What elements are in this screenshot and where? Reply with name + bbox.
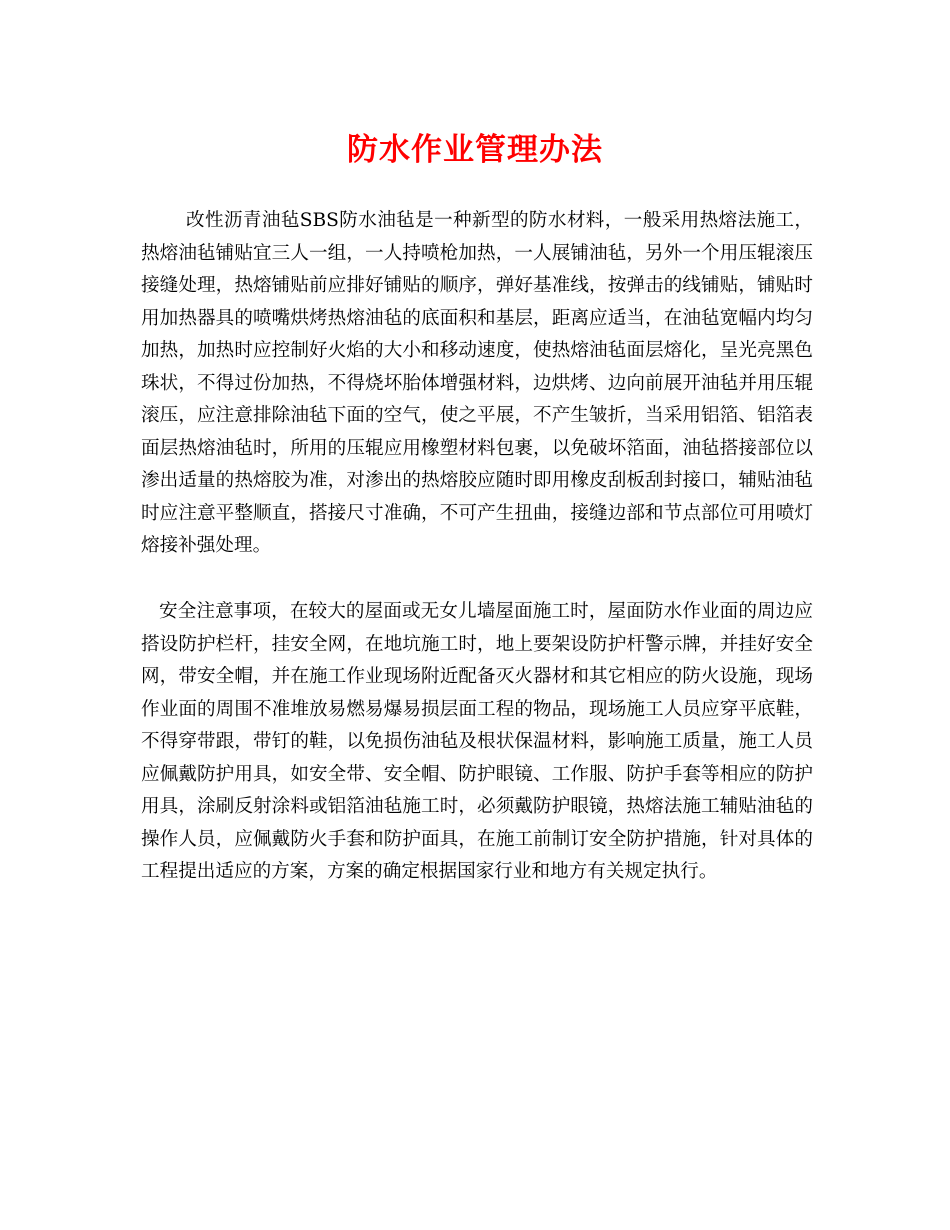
document-title: 防水作业管理办法 <box>347 132 603 168</box>
paragraph-safety-precautions: 安全注意事项，在较大的屋面或无女儿墙屋面施工时，屋面防水作业面的周边应搭设防护栏杆，挂安全网，在地坑施工时，地上要架设防护杆警示牌，并挂好安全网，带安全帽，并在施工作业现场附近配备灭火器材和其它相应的防火设施，现场作业面的周围不准堆放易燃易爆易损层面工程的物品，现场施工人员应穿平底鞋，不得穿带跟，带钉的鞋，以免损伤油毡及根状保温材料，影响施工质量，施工人员应佩戴防护用具，如安全带、安全帽、防护眼镜、工作服、防护手套等相应的防护用具，涂刷反射涂料或铝箔油毡施工时，必须戴防护眼镜，热熔法施工辅贴油毡的操作人员，应佩戴防火手套和防护面具，在施工前制订安全防护措施，针对具体的工程提出适应的方案，方案的确定根据国家行业和地方有关规定执行。 <box>141 601 813 882</box>
paragraph-construction-method: 改性沥青油毡SBS防水油毡是一种新型的防水材料，一般采用热熔法施工，热熔油毡铺贴宜三人一组，一人持喷枪加热，一人展铺油毡，另外一个用压辊滚压接缝处理，热熔铺贴前应排好铺贴的顺序，弹好基准线，按弹击的线铺贴，铺贴时用加热器具的喷嘴烘烤热熔油毡的底面积和基层，距离应适当，在油毡宽幅内均匀加热，加热时应控制好火焰的大小和移动速度，使热熔油毡面层熔化，呈光亮黑色珠状，不得过份加热，不得烧坏胎体增强材料，边烘烤、边向前展开油毡并用压辊滚压，应注意排除油毡下面的空气，使之平展，不产生皱折，当采用铝箔、铝箔表面层热熔油毡时，所用的压辊应用橡塑材料包裹，以免破坏箔面，油毡搭接部位以渗出适量的热熔胶为准，对渗出的热熔胶应随时即用橡皮刮板刮封接口，辅贴油毡时应注意平整顺直，搭接尺寸准确，不可产生扭曲，接缝边部和节点部位可用喷灯熔接补强处理。 <box>141 210 813 556</box>
